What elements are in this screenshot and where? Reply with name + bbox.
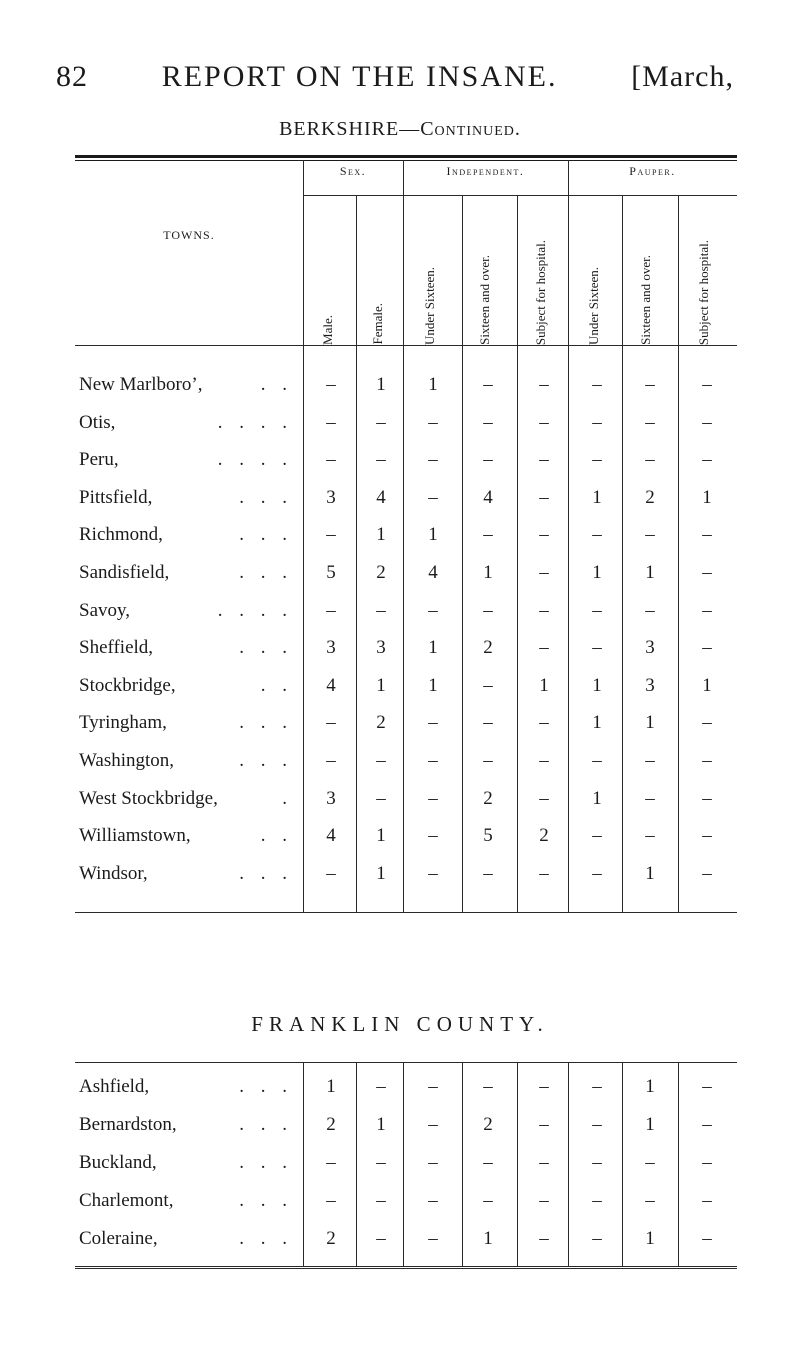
franklin-group-divider-line	[568, 1062, 569, 1266]
table-cell: –	[483, 750, 493, 771]
table-cell: –	[592, 411, 602, 433]
table-cell: 2	[483, 637, 493, 659]
table-cell: –	[539, 1228, 549, 1249]
page-date: [March,	[631, 60, 734, 93]
franklin-row	[75, 1186, 737, 1216]
table-cell: –	[428, 599, 438, 621]
berkshire-row	[75, 671, 737, 701]
table-cell: –	[326, 411, 336, 433]
table-cell: 1	[428, 637, 438, 659]
table-cell: 1	[483, 562, 493, 583]
table-cell: 1	[428, 674, 438, 696]
franklin-column-divider-line	[517, 1062, 518, 1266]
col-head-ind-hospital: Subject for hospital.	[533, 239, 548, 345]
table-cell: 1	[428, 524, 438, 546]
table-cell: –	[702, 1114, 712, 1135]
table-cell: –	[645, 1152, 655, 1173]
table-cell: 2	[326, 1114, 336, 1135]
table-cell: –	[702, 1228, 712, 1249]
town-name	[79, 558, 303, 588]
table-cell: –	[702, 562, 712, 583]
table-cell: –	[539, 712, 549, 734]
table-cell: –	[702, 1190, 712, 1211]
table-cell: –	[702, 637, 712, 659]
group-divider-line	[303, 160, 304, 912]
table-cell: –	[428, 411, 438, 433]
table-cell: –	[539, 486, 549, 508]
column-head-rule	[75, 345, 737, 346]
town-label: Coleraine,	[79, 1228, 158, 1249]
top-rule-thick	[75, 155, 737, 158]
leader-dots: . . .	[239, 637, 293, 659]
table-cell: 1	[592, 712, 602, 734]
table-cell: –	[483, 712, 493, 734]
table-cell: 1	[539, 674, 549, 696]
town-name	[79, 1224, 303, 1254]
table-cell: –	[428, 787, 438, 809]
continued-label: Continued.	[420, 118, 521, 140]
table-cell: 1	[645, 1114, 655, 1135]
table-cell: –	[592, 750, 602, 771]
table-cell: –	[376, 449, 386, 471]
table-cell: –	[539, 524, 549, 546]
town-name	[79, 1148, 303, 1178]
town-name	[79, 370, 303, 400]
table-cell: –	[483, 374, 493, 395]
table-cell: –	[702, 1152, 712, 1173]
table-cell: –	[539, 411, 549, 433]
table-cell: –	[428, 1076, 438, 1097]
table-cell: –	[539, 1190, 549, 1211]
franklin-row	[75, 1110, 737, 1140]
town-name	[79, 784, 303, 814]
town-label: Ashfield,	[79, 1076, 150, 1097]
table-cell: –	[645, 1190, 655, 1211]
table-cell: –	[539, 1152, 549, 1173]
berkshire-row	[75, 408, 737, 438]
table-cell: 1	[645, 1228, 655, 1249]
table-cell: 1	[326, 1076, 336, 1097]
berkshire-row	[75, 859, 737, 889]
table-cell: –	[645, 411, 655, 433]
table-cell: –	[428, 1228, 438, 1249]
town-label: Pittsfield,	[79, 486, 153, 508]
table-cell: –	[326, 599, 336, 621]
town-label: Williamstown,	[79, 825, 191, 847]
table-cell: –	[645, 524, 655, 546]
franklin-bottom-rule	[75, 1266, 737, 1267]
town-name	[79, 859, 303, 889]
table-cell: –	[645, 787, 655, 809]
table-cell: –	[645, 825, 655, 847]
town-label: Buckland,	[79, 1152, 157, 1173]
berkshire-bottom-rule	[75, 912, 737, 913]
table-cell: –	[702, 862, 712, 884]
town-label: Peru,	[79, 449, 119, 471]
column-divider-line	[622, 195, 623, 912]
table-cell: –	[428, 712, 438, 734]
franklin-row	[75, 1224, 737, 1254]
town-name	[79, 1072, 303, 1102]
franklin-top-rule	[75, 1062, 737, 1063]
page-number: 82	[56, 60, 88, 93]
town-name	[79, 1186, 303, 1216]
table-cell: –	[539, 862, 549, 884]
table-cell: –	[539, 374, 549, 395]
town-label: Sandisfield,	[79, 562, 170, 583]
table-cell: –	[702, 449, 712, 471]
table-cell: –	[645, 449, 655, 471]
table-cell: 4	[326, 825, 336, 847]
table-cell: –	[592, 1114, 602, 1135]
table-cell: 3	[326, 637, 336, 659]
table-cell: –	[592, 637, 602, 659]
town-label: New Marlboro’,	[79, 374, 203, 395]
table-cell: –	[376, 1076, 386, 1097]
table-cell: 3	[376, 637, 386, 659]
table-cell: –	[326, 750, 336, 771]
table-cell: 1	[702, 486, 712, 508]
group-head-underline	[303, 195, 737, 196]
table-cell: –	[428, 1114, 438, 1135]
table-cell: –	[592, 1152, 602, 1173]
town-name	[79, 596, 303, 626]
leader-dots: . . .	[239, 1152, 293, 1173]
table-cell: –	[592, 524, 602, 546]
table-cell: –	[483, 449, 493, 471]
table-cell: 3	[645, 637, 655, 659]
town-name	[79, 821, 303, 851]
town-label: West Stockbridge,	[79, 787, 218, 809]
table-cell: –	[428, 449, 438, 471]
town-name	[79, 445, 303, 475]
table-cell: 2	[376, 712, 386, 734]
table-cell: –	[376, 1152, 386, 1173]
table-cell: 4	[428, 562, 438, 583]
table-cell: –	[702, 787, 712, 809]
table-cell: –	[592, 1228, 602, 1249]
column-divider-line	[462, 195, 463, 912]
table-cell: –	[376, 750, 386, 771]
table-cell: 3	[326, 787, 336, 809]
table-cell: 1	[645, 1076, 655, 1097]
table-cell: –	[326, 712, 336, 734]
leader-dots: . . .	[239, 486, 293, 508]
table-cell: –	[326, 449, 336, 471]
table-cell: 1	[702, 674, 712, 696]
column-divider-line	[678, 195, 679, 912]
berkshire-row	[75, 746, 737, 776]
franklin-column-divider-line	[356, 1062, 357, 1266]
table-cell: 1	[592, 674, 602, 696]
town-label: Tyringham,	[79, 712, 167, 734]
leader-dots: . . .	[239, 1228, 293, 1249]
town-label: Richmond,	[79, 524, 163, 546]
berkshire-row	[75, 445, 737, 475]
table-cell: 1	[592, 486, 602, 508]
group-divider-line	[568, 160, 569, 912]
table-cell: –	[592, 374, 602, 395]
table-cell: –	[376, 599, 386, 621]
table-cell: 1	[428, 374, 438, 395]
table-cell: –	[592, 1076, 602, 1097]
table-cell: –	[539, 599, 549, 621]
table-cell: –	[539, 750, 549, 771]
table-cell: 1	[376, 524, 386, 546]
table-cell: 1	[592, 787, 602, 809]
table-cell: –	[702, 599, 712, 621]
towns-column-head: TOWNS.	[163, 228, 215, 242]
table-cell: –	[702, 1076, 712, 1097]
berkshire-row	[75, 708, 737, 738]
table-cell: –	[483, 1190, 493, 1211]
leader-dots: . . .	[239, 1114, 293, 1135]
group-head-independent: Independent.	[446, 164, 525, 178]
leader-dots: . .	[260, 674, 293, 696]
table-cell: –	[592, 825, 602, 847]
table-cell: –	[592, 599, 602, 621]
franklin-county-title: FRANKLIN COUNTY.	[251, 1012, 549, 1036]
table-cell: 3	[326, 486, 336, 508]
table-cell: 1	[376, 374, 386, 395]
table-cell: –	[645, 374, 655, 395]
table-cell: –	[592, 449, 602, 471]
franklin-column-divider-line	[678, 1062, 679, 1266]
table-cell: 5	[483, 825, 493, 847]
leader-dots: . .	[260, 825, 293, 847]
leader-dots: . . .	[239, 750, 293, 771]
col-head-female: Female.	[370, 303, 385, 345]
table-cell: 2	[326, 1228, 336, 1249]
table-cell: 1	[483, 1228, 493, 1249]
table-cell: –	[326, 374, 336, 395]
leader-dots: .	[282, 787, 293, 809]
table-cell: –	[428, 862, 438, 884]
town-label: Bernardston,	[79, 1114, 177, 1135]
group-head-pauper: Pauper.	[629, 164, 676, 178]
table-cell: –	[539, 562, 549, 583]
table-cell: –	[483, 599, 493, 621]
table-cell: –	[326, 524, 336, 546]
berkshire-row	[75, 596, 737, 626]
table-cell: 1	[592, 562, 602, 583]
table-cell: 1	[376, 825, 386, 847]
leader-dots: . . .	[239, 862, 293, 884]
town-name	[79, 746, 303, 776]
berkshire-row	[75, 370, 737, 400]
franklin-bottom-rule-2	[75, 1268, 737, 1269]
col-head-male: Male.	[320, 315, 335, 345]
leader-dots: . . .	[239, 1190, 293, 1211]
berkshire-row	[75, 520, 737, 550]
table-cell: –	[376, 787, 386, 809]
leader-dots: . . .	[239, 562, 293, 583]
table-cell: –	[539, 787, 549, 809]
table-cell: 1	[376, 674, 386, 696]
franklin-group-divider-line	[403, 1062, 404, 1266]
col-head-pau-under-sixteen: Under Sixteen.	[586, 267, 601, 345]
table-cell: –	[702, 524, 712, 546]
town-name	[79, 633, 303, 663]
table-cell: –	[428, 1152, 438, 1173]
berkshire-row	[75, 784, 737, 814]
table-cell: –	[428, 750, 438, 771]
town-name	[79, 671, 303, 701]
col-head-ind-sixteen-over: Sixteen and over.	[477, 255, 492, 345]
table-cell: –	[376, 1190, 386, 1211]
table-cell: –	[428, 1190, 438, 1211]
table-cell: 1	[645, 562, 655, 583]
table-cell: 4	[376, 486, 386, 508]
table-cell: 1	[376, 862, 386, 884]
leader-dots: . . .	[239, 1076, 293, 1097]
leader-dots: . . . .	[217, 411, 293, 433]
table-cell: –	[376, 1228, 386, 1249]
group-head-sex: Sex.	[339, 164, 367, 178]
table-cell: –	[483, 674, 493, 696]
table-cell: 2	[376, 562, 386, 583]
group-divider-line	[403, 160, 404, 912]
town-label: Windsor,	[79, 862, 148, 884]
table-cell: –	[428, 825, 438, 847]
table-cell: –	[702, 411, 712, 433]
column-divider-line	[517, 195, 518, 912]
table-cell: –	[539, 1114, 549, 1135]
table-cell: –	[702, 825, 712, 847]
table-cell: –	[326, 1152, 336, 1173]
table-cell: 1	[645, 862, 655, 884]
table-cell: 1	[376, 1114, 386, 1135]
table-cell: 4	[326, 674, 336, 696]
table-cell: –	[483, 524, 493, 546]
town-label: Savoy,	[79, 599, 131, 621]
col-head-pau-sixteen-over: Sixteen and over.	[638, 255, 653, 345]
page-title: REPORT ON THE INSANE.	[161, 60, 558, 93]
franklin-row	[75, 1148, 737, 1178]
berkshire-row	[75, 483, 737, 513]
table-cell: –	[376, 411, 386, 433]
table-cell: 2	[645, 486, 655, 508]
table-cell: 4	[483, 486, 493, 508]
town-name	[79, 520, 303, 550]
table-cell: –	[483, 411, 493, 433]
table-cell: –	[645, 599, 655, 621]
town-label: Washington,	[79, 750, 175, 771]
running-head	[56, 60, 734, 104]
table-cell: –	[539, 637, 549, 659]
column-divider-line	[356, 195, 357, 912]
table-cell: –	[702, 374, 712, 395]
town-name	[79, 1110, 303, 1140]
col-head-pau-hospital: Subject for hospital.	[696, 239, 711, 345]
table-cell: –	[483, 862, 493, 884]
table-cell: –	[592, 862, 602, 884]
table-cell: –	[483, 1076, 493, 1097]
town-label: Otis,	[79, 411, 116, 433]
town-label: Sheffield,	[79, 637, 154, 659]
table-cell: 2	[539, 825, 549, 847]
leader-dots: . . .	[239, 524, 293, 546]
table-cell: –	[702, 750, 712, 771]
table-cell: –	[702, 712, 712, 734]
berkshire-row	[75, 821, 737, 851]
berkshire-row	[75, 633, 737, 663]
table-cell: 2	[483, 1114, 493, 1135]
franklin-row	[75, 1072, 737, 1102]
town-name	[79, 408, 303, 438]
leader-dots: . . .	[239, 712, 293, 734]
table-cell: –	[592, 1190, 602, 1211]
table-cell: –	[539, 449, 549, 471]
franklin-column-divider-line	[462, 1062, 463, 1266]
section-title	[0, 118, 800, 141]
table-cell: 5	[326, 562, 336, 583]
town-name	[79, 708, 303, 738]
franklin-group-divider-line	[303, 1062, 304, 1266]
table-cell: –	[483, 1152, 493, 1173]
leader-dots: . . . .	[217, 449, 293, 471]
town-name	[79, 483, 303, 513]
table-cell: –	[428, 486, 438, 508]
table-cell: 1	[645, 712, 655, 734]
table-cell: –	[539, 1076, 549, 1097]
town-label: Charlemont,	[79, 1190, 174, 1211]
berkshire-row	[75, 558, 737, 588]
town-label: Stockbridge,	[79, 674, 176, 696]
table-cell: –	[645, 750, 655, 771]
col-head-ind-under-sixteen: Under Sixteen.	[422, 267, 437, 345]
leader-dots: . . . .	[217, 599, 293, 621]
leader-dots: . .	[260, 374, 293, 395]
table-cell: –	[326, 1190, 336, 1211]
top-rule-thin	[75, 160, 737, 161]
table-cell: 3	[645, 674, 655, 696]
table-cell: –	[326, 862, 336, 884]
table-cell: 2	[483, 787, 493, 809]
franklin-column-divider-line	[622, 1062, 623, 1266]
county-name: BERKSHIRE—	[279, 118, 421, 140]
